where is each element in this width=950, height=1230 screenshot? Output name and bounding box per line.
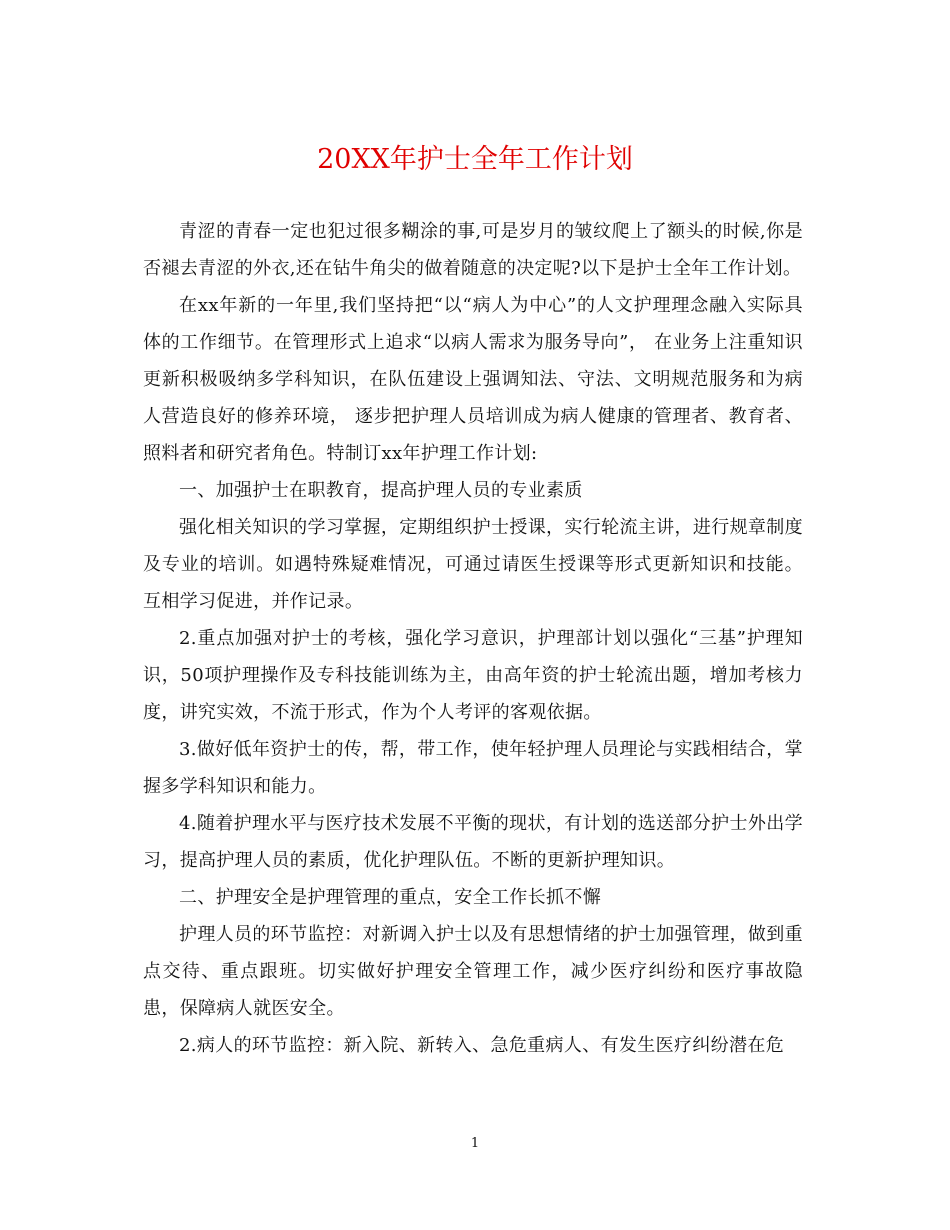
paragraph-education-2: 2.重点加强对护士的考核，强化学习意识，护理部计划以强化“三基”护理知识，50项护理操作及专科技能训练为主，由高年资的护士轮流出题，增加考核力度，讲究实效，不流于形式，作为个人考评的客观依据。 [143, 628, 803, 723]
section-heading-safety: 二、护理安全是护理管理的重点，安全工作长抓不懈 [179, 887, 602, 908]
paragraph-education-1: 强化相关知识的学习掌握，定期组织护士授课，实行轮流主讲，进行规章制度及专业的培训。如遇特殊疑难情况，可通过请医生授课等形式更新知识和技能。互相学习促进，并作记录。 [143, 517, 803, 612]
paragraph-intro: 青涩的青春一定也犯过很多糊涂的事,可是岁月的皱纹爬上了额头的时候,你是否褪去青涩的外衣,还在钻牛角尖的做着随意的决定呢?以下是护士全年工作计划。 [143, 221, 803, 279]
paragraph-education-3: 3.做好低年资护士的传，帮，带工作，使年轻护理人员理论与实践相结合，掌握多学科知识和能力。 [143, 739, 803, 797]
document-title: 20XX年护士全年工作计划 [317, 144, 633, 175]
paragraph-safety-1: 护理人员的环节监控：对新调入护士以及有思想情绪的护士加强管理，做到重点交待、重点跟班。切实做好护理安全管理工作，减少医疗纠纷和医疗事故隐患，保障病人就医安全。 [143, 924, 803, 1019]
page-number: 1 [470, 1136, 480, 1151]
document-body [143, 213, 803, 1064]
paragraph-education-4: 4.随着护理水平与医疗技术发展不平衡的现状，有计划的选送部分护士外出学习，提高护理人员的素质，优化护理队伍。不断的更新护理知识。 [143, 813, 803, 871]
section-heading-education: 一、加强护士在职教育，提高护理人员的专业素质 [179, 480, 583, 501]
paragraph-overview: 在xx年新的一年里,我们坚持把“以“病人为中心”的人文护理理念融入实际具体的工作细节。在管理形式上追求“以病人需求为服务导向”， 在业务上注重知识更新积极吸纳多学科知识，在队伍建设上强调知法、守法、文明规范服务和为病人营造良好的修养环境， 逐步把护理人员培训成为病人健康的管理者、教育者、照料者和研究者角色。特制订xx年护理工作计划: [143, 295, 803, 464]
paragraph-safety-2: 2.病人的环节监控：新入院、新转入、急危重病人、有发生医疗纠纷潜在危 [179, 1035, 785, 1056]
